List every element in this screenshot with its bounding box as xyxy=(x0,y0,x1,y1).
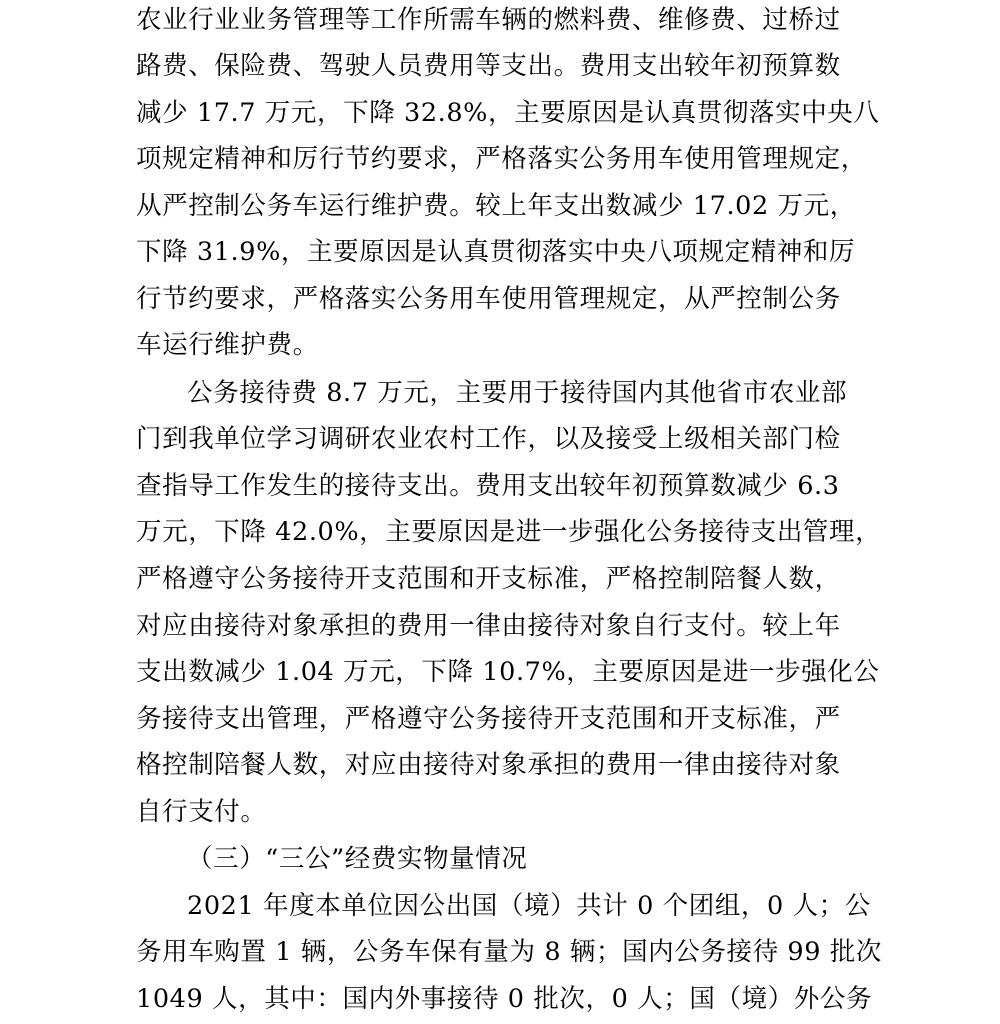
text-line: 减少 17.7 万元，下降 32.8%，主要原因是认真贯彻落实中央八 xyxy=(136,98,880,128)
text-line: 下降 31.9%，主要原因是认真贯彻落实中央八项规定精神和厉 xyxy=(136,237,856,267)
text-line: 万元，下降 42.0%，主要原因是进一步强化公务接待支出管理， xyxy=(136,517,882,547)
section-heading: （三）“三公”经费实物量情况 xyxy=(187,844,528,874)
text-line: 门到我单位学习调研农业农村工作，以及接受上级相关部门检 xyxy=(136,424,841,454)
text-line: 项规定精神和厉行节约要求，严格落实公务用车使用管理规定， xyxy=(136,144,867,174)
text-line: 格控制陪餐人数，对应由接待对象承担的费用一律由接待对象 xyxy=(136,750,841,780)
text-line: 查指导工作发生的接待支出。费用支出较年初预算数减少 6.3 xyxy=(136,471,840,501)
text-line: 车运行维护费。 xyxy=(136,330,319,360)
text-line: 务接待支出管理，严格遵守公务接待开支范围和开支标准，严 xyxy=(136,704,841,734)
text-line: 路费、保险费、驾驶人员费用等支出。费用支出较年初预算数 xyxy=(136,51,841,81)
paragraph-start-line: 公务接待费 8.7 万元，主要用于接待国内其他省市农业部 xyxy=(187,378,848,408)
text-line: 农业行业业务管理等工作所需车辆的燃料费、维修费、过桥过 xyxy=(136,5,841,35)
text-line: 务用车购置 1 辆，公务车保有量为 8 辆；国内公务接待 99 批次 xyxy=(136,937,882,967)
text-line: 行节约要求，严格落实公务用车使用管理规定，从严控制公务 xyxy=(136,284,841,314)
text-line: 1049 人，其中：国内外事接待 0 批次，0 人；国（境）外公务 xyxy=(136,984,873,1014)
text-line: 从严控制公务车运行维护费。较上年支出数减少 17.02 万元， xyxy=(136,191,856,221)
text-line: 支出数减少 1.04 万元，下降 10.7%，主要原因是进一步强化公 xyxy=(136,657,880,687)
text-line: 严格遵守公务接待开支范围和开支标准，严格控制陪餐人数， xyxy=(136,564,841,594)
text-line: 对应由接待对象承担的费用一律由接待对象自行支付。较上年 xyxy=(136,611,841,641)
paragraph-start-line: 2021 年度本单位因公出国（境）共计 0 个团组，0 人；公 xyxy=(187,891,871,921)
text-line: 自行支付。 xyxy=(136,797,267,827)
